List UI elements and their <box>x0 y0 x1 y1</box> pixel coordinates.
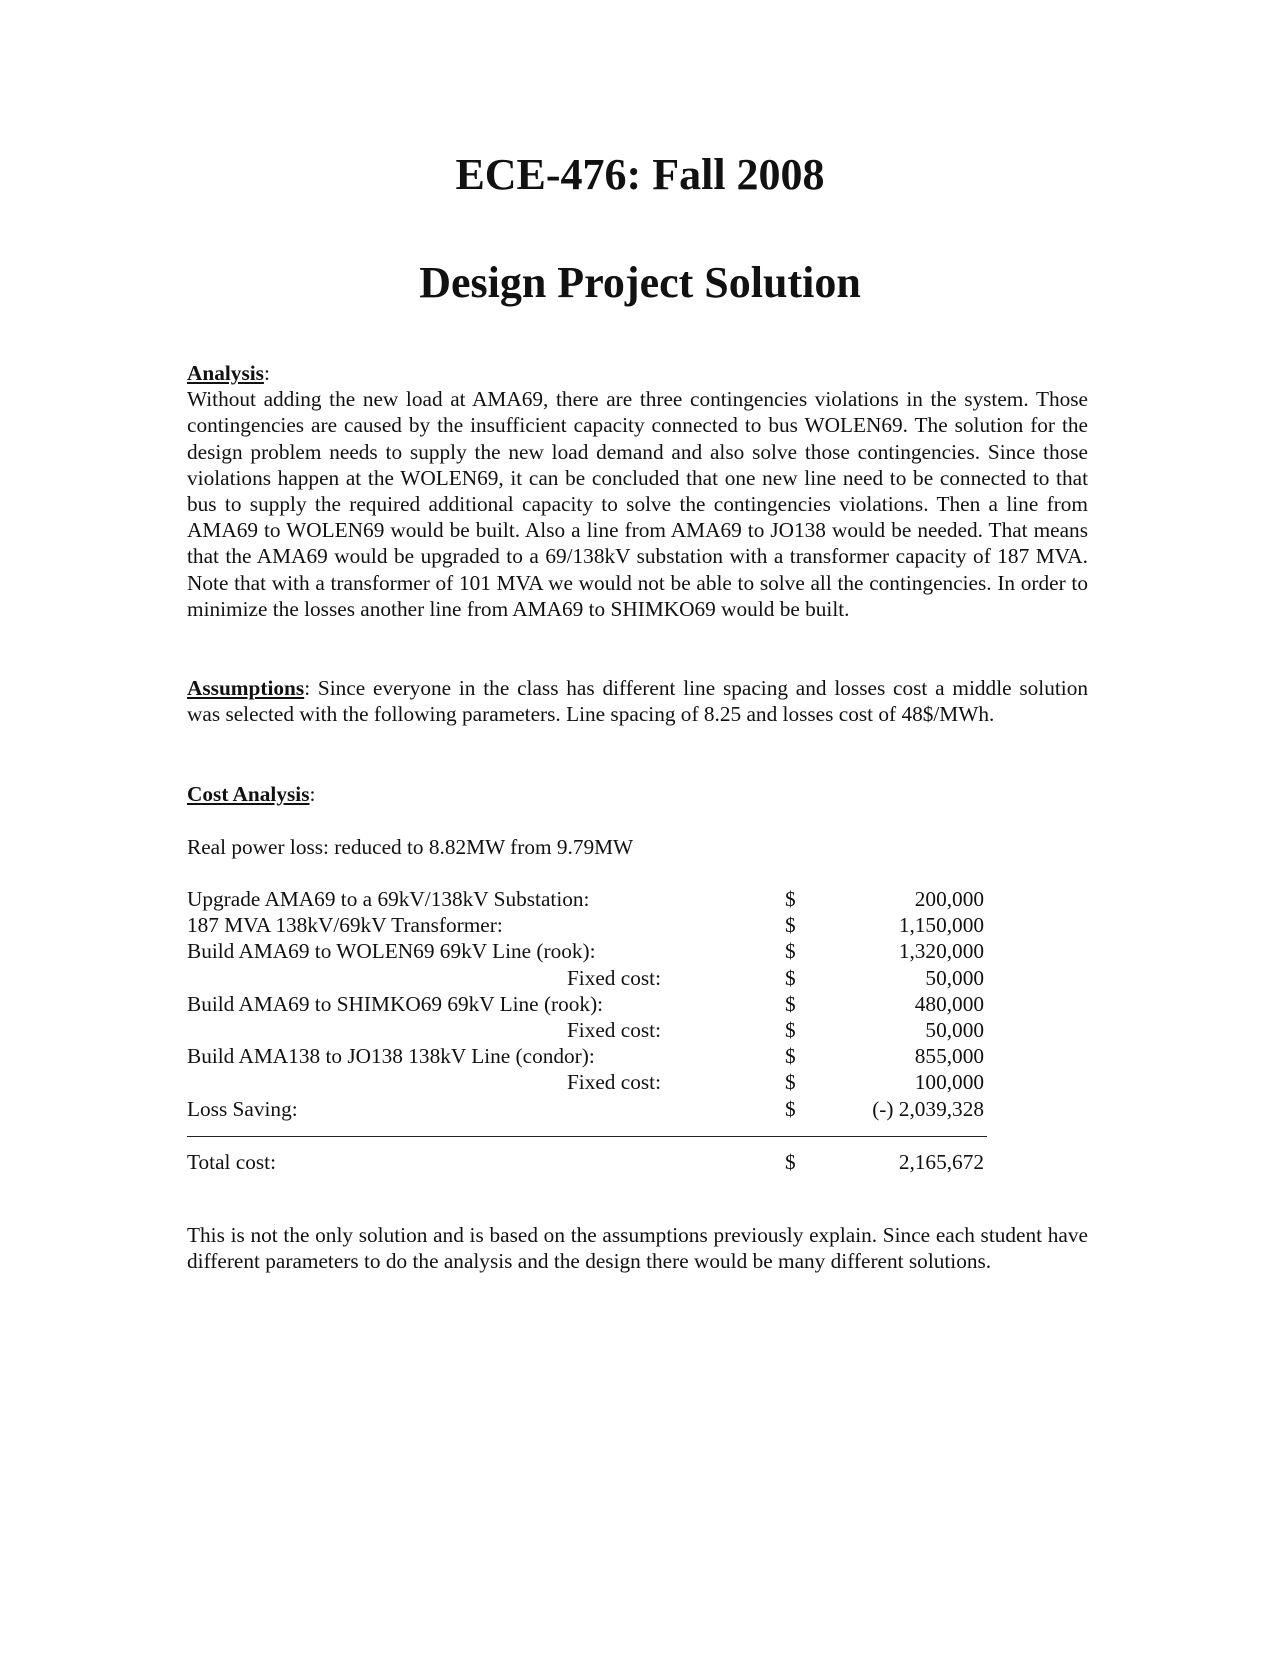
total-label: Total cost: <box>187 1150 277 1174</box>
cost-amount: 1,150,000 <box>898 913 984 938</box>
cost-analysis-heading-line <box>187 781 1088 807</box>
real-power-loss-line: Real power loss: reduced to 8.82MW from 9.79MW <box>187 835 634 859</box>
cost-label: Upgrade AMA69 to a 69kV/138kV Substation: <box>187 887 590 911</box>
document-title: Design Project Solution <box>419 258 861 307</box>
cost-row-wolen-line <box>187 938 987 964</box>
total-amount: 2,165,672 <box>898 1150 984 1174</box>
cost-label: Fixed cost: <box>566 965 661 990</box>
cost-amount: 1,320,000 <box>898 939 984 964</box>
analysis-paragraph: Without adding the new load at AMA69, there are three contingencies violations in the system. Those contingencies are caused by the insufficient capacity connected to bus WOLEN69. The solution for the design problem needs to supply the new load demand and also solve those contingencies. Since those violations happen at the WOLEN69, it can be concluded that one new line need to be connected to that bus to supply the required additional capacity to solve the contingencies violations. Then a line from AMA69 to WOLEN69 would be built. Also a line from AMA69 to JO138 would be needed. That means that the AMA69 would be upgraded to a 69/138kV substation with a transformer capacity of 187 MVA. Note that with a transformer of 101 MVA we would not be able to solve all the contingencies. In order to minimize the losses another line from AMA69 to SHIMKO69 would be built. <box>187 387 1088 621</box>
cost-row-substation <box>187 886 987 912</box>
cost-row-shimko-line <box>187 991 987 1017</box>
cost-row-shimko-fixed <box>187 1017 987 1043</box>
assumptions-paragraph: Since everyone in the class has different line spacing and losses cost a middle solution was selected with the following parameters. Line spacing of 8.25 and losses cost of 48$/MWh. <box>187 676 1089 727</box>
analysis-heading-colon: : <box>263 361 270 385</box>
cost-amount: 855,000 <box>914 1044 984 1069</box>
currency-symbol: $ <box>785 965 796 990</box>
assumptions-heading-colon: : <box>304 676 311 700</box>
total-cost-row <box>187 1149 987 1175</box>
cost-label: Build AMA69 to SHIMKO69 69kV Line (rook): <box>187 991 604 1016</box>
cost-analysis-heading: Cost Analysis <box>187 782 310 806</box>
cost-row-jo-fixed <box>187 1069 987 1095</box>
cost-label: 187 MVA 138kV/69kV Transformer: <box>187 913 503 938</box>
cost-label: Build AMA69 to WOLEN69 69kV Line (rook): <box>187 939 596 964</box>
cost-analysis-heading-colon: : <box>309 782 316 806</box>
currency-symbol: $ <box>785 1150 796 1174</box>
course-title: ECE-476: Fall 2008 <box>455 150 825 199</box>
currency-symbol: $ <box>785 939 796 964</box>
cost-amount: 480,000 <box>914 991 984 1016</box>
cost-table <box>187 886 987 1122</box>
analysis-section <box>187 360 1088 622</box>
cost-amount: 50,000 <box>925 965 984 990</box>
cost-label: Fixed cost: <box>566 1017 661 1042</box>
cost-amount: 50,000 <box>925 1017 984 1042</box>
total-divider <box>187 1136 987 1137</box>
cost-row-loss-saving <box>187 1096 987 1122</box>
cost-label: Loss Saving: <box>187 1096 298 1121</box>
cost-row-wolen-fixed <box>187 965 987 991</box>
cost-label: Build AMA138 to JO138 138kV Line (condor): <box>187 1044 595 1069</box>
assumptions-heading: Assumptions <box>187 676 305 700</box>
assumptions-section <box>187 675 1088 727</box>
currency-symbol: $ <box>785 1044 796 1069</box>
cost-row-jo-line <box>187 1043 987 1069</box>
currency-symbol: $ <box>785 913 796 938</box>
cost-amount: 100,000 <box>914 1070 984 1095</box>
cost-row-transformer <box>187 912 987 938</box>
analysis-heading: Analysis <box>187 361 264 385</box>
currency-symbol: $ <box>785 1096 796 1121</box>
currency-symbol: $ <box>785 1070 796 1095</box>
cost-amount: (-) 2,039,328 <box>872 1096 984 1121</box>
currency-symbol: $ <box>785 991 796 1016</box>
analysis-heading-line <box>187 360 1088 386</box>
cost-amount: 200,000 <box>914 887 984 911</box>
closing-paragraph: This is not the only solution and is based on the assumptions previously explain. Since each student have different parameters to do the analysis and the design there would be many different solutions. <box>187 1223 1088 1274</box>
currency-symbol: $ <box>785 1017 796 1042</box>
currency-symbol: $ <box>785 887 796 911</box>
cost-label: Fixed cost: <box>566 1070 661 1095</box>
